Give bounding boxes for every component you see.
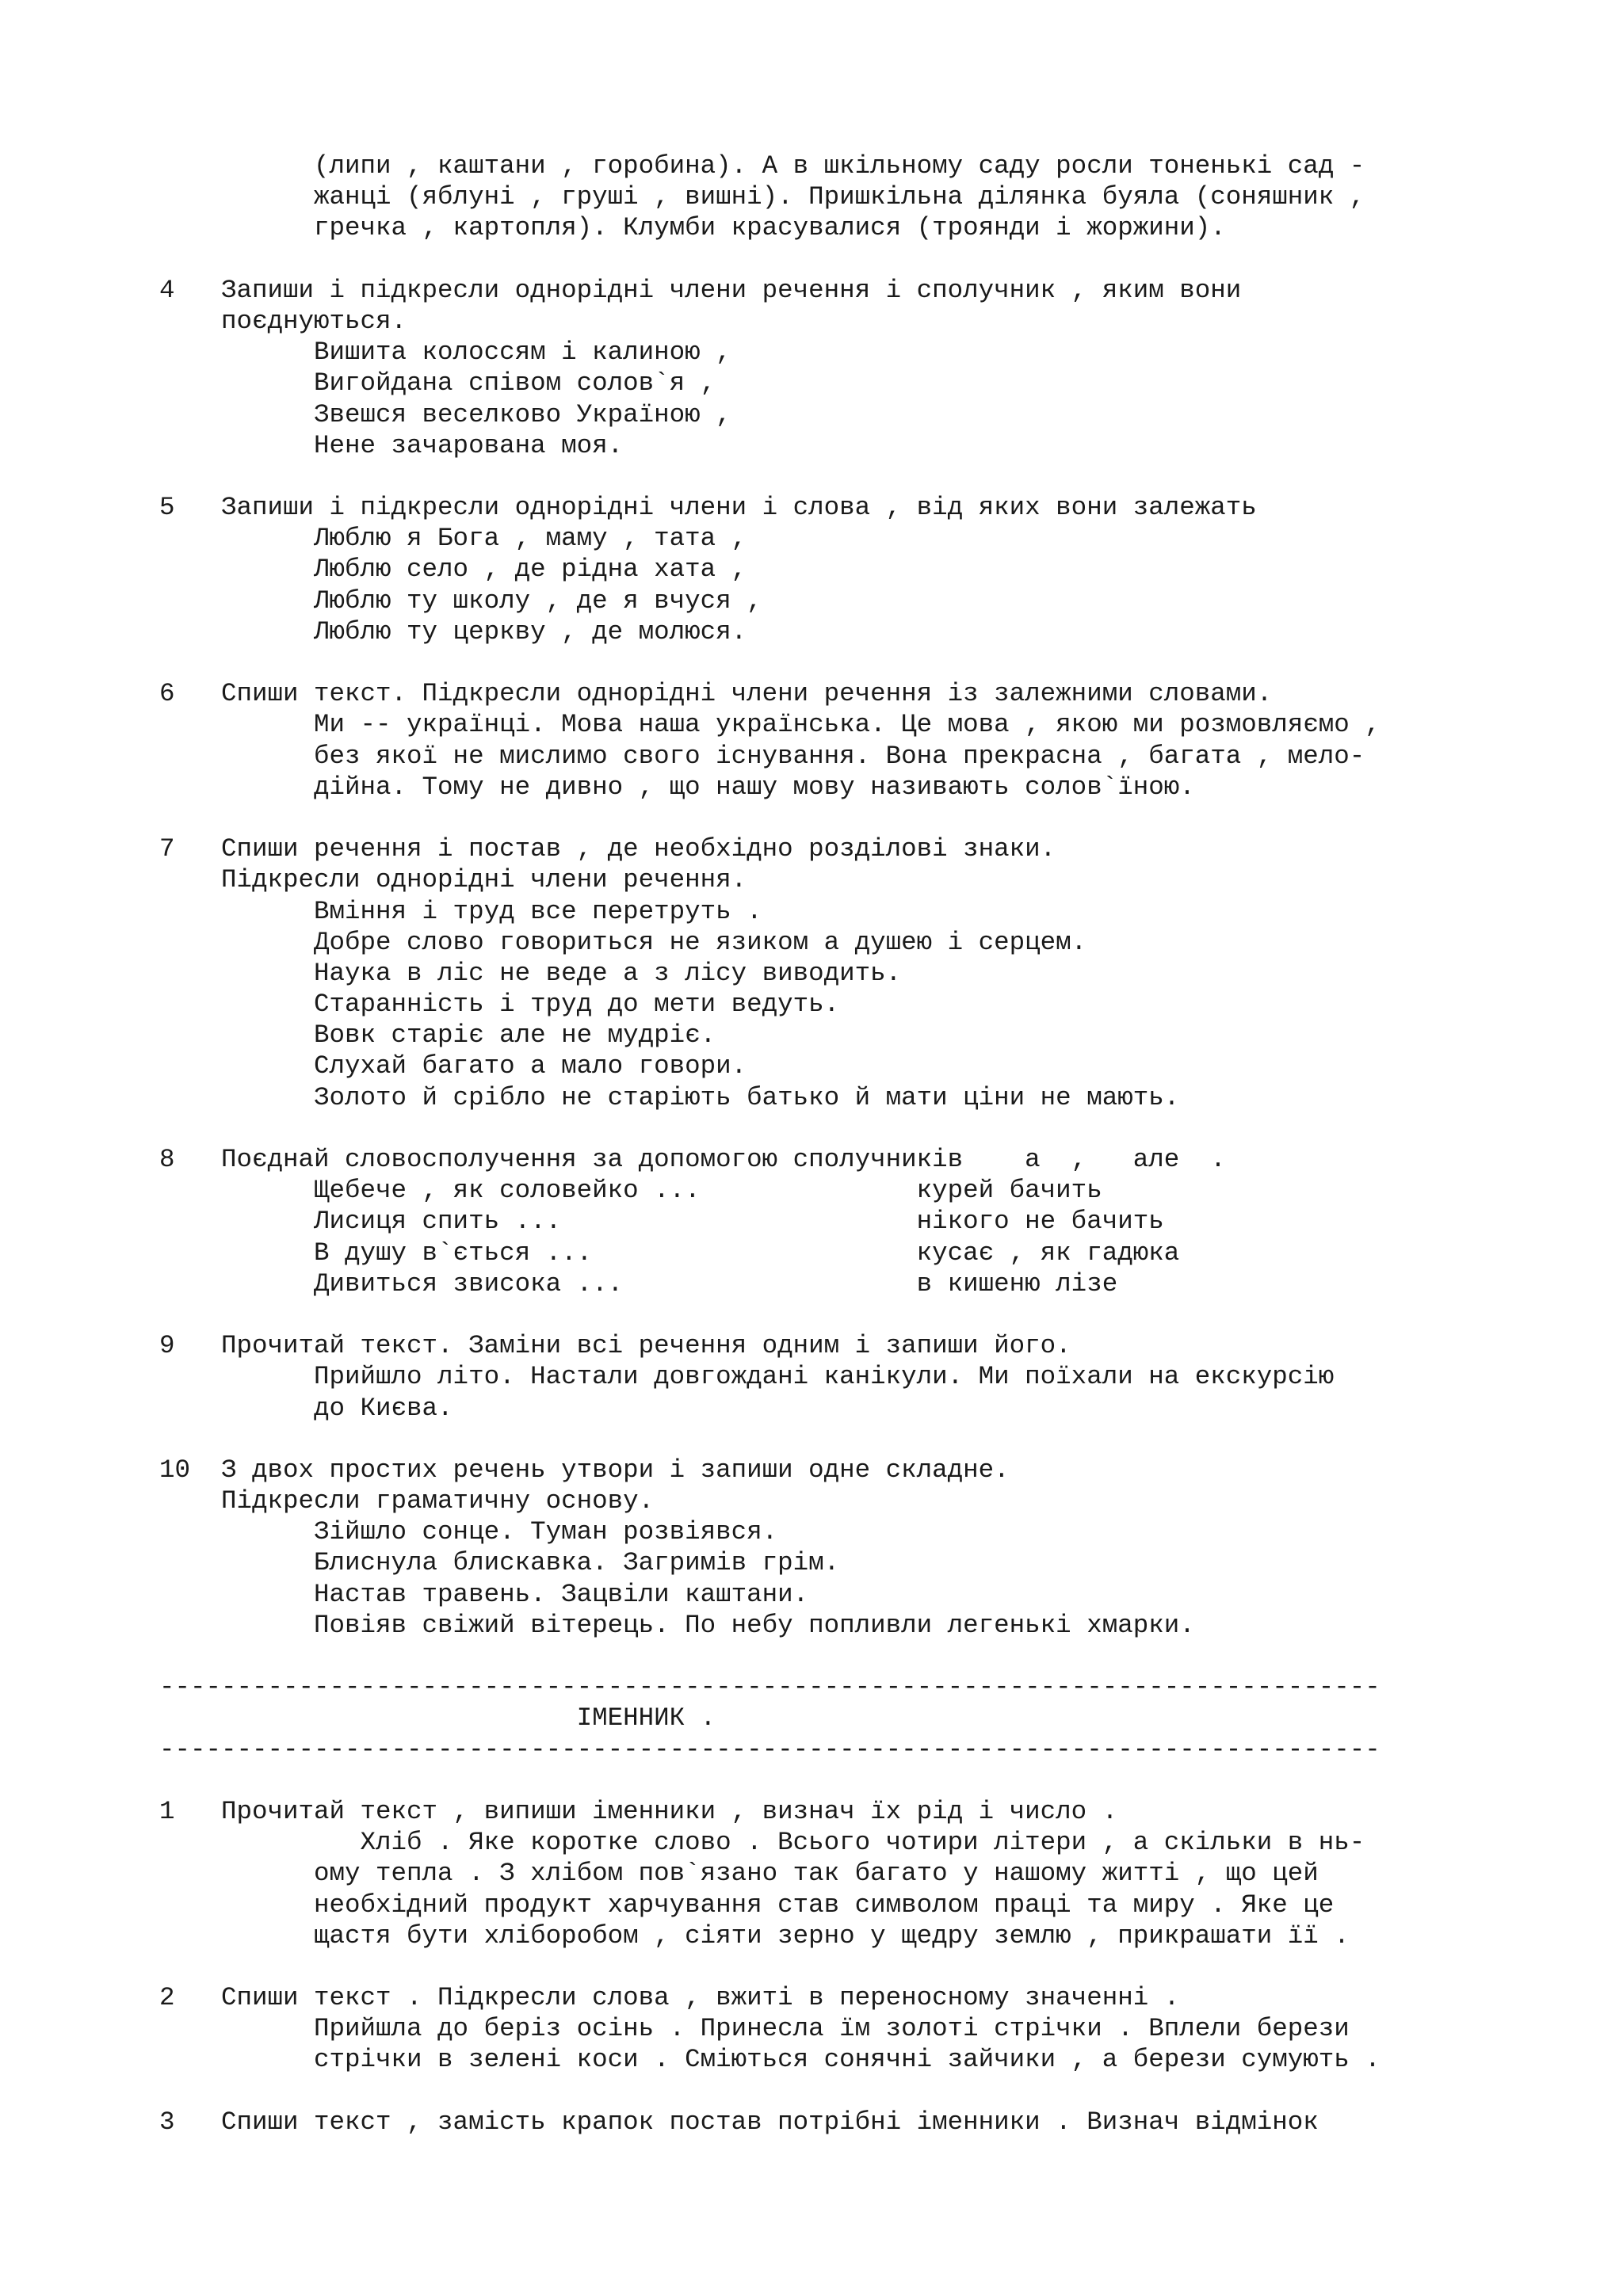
text-line: Наука в ліс не веде а з лісу виводить. [159,958,902,988]
text-line: Лисиця спить ... нікого не бачить [159,1207,1164,1237]
text-line [159,2076,1381,2107]
text-line: Щебече , як соловейко ... курей бачить [159,1176,1102,1206]
text-line: Золото й срібло не старіють батько й мати ціни не мають. [159,1082,1180,1112]
text-line [159,1951,1381,1982]
text-line: Підкресли однорідні члени речення. [159,865,747,895]
text-line: Вишита колоссям і калиною , [159,338,731,368]
text-line: стрічки в зелені коси . Сміються сонячні зайчики , а берези сумують . [159,2045,1381,2075]
text-line [159,244,1381,275]
text-line [159,803,1381,833]
text-line [159,1641,1381,1672]
text-line: Ми -- українці. Мова наша українська. Це мова , якою ми розмовляємо , [159,710,1381,740]
text-line: без якої не мислимо свого існування. Вона прекрасна , багата , мело- [159,741,1365,771]
document-text [159,151,1381,2138]
text-line: Слухай багато а мало говори. [159,1051,747,1081]
text-line: 2 Спиши текст . Підкресли слова , вжиті в переносному значенні . [159,1983,1180,2013]
text-line: ому тепла . З хлібом пов`язано так багато у нашому житті , що цей [159,1859,1319,1889]
text-line: поєднуються. [159,306,407,336]
text-line: 3 Спиши текст , замість крапок постав потрібні іменники . Визнач відмінок [159,2107,1319,2137]
text-line: необхідний продукт харчування став символом праці та миру . Яке це [159,1890,1335,1920]
text-line [159,1424,1381,1455]
text-line: (липи , каштани , горобина). А в шкільному саду росли тоненькі сад - [159,151,1365,181]
text-line: ------------------------------------------------------------------------------- [159,1734,1381,1764]
text-line [159,1765,1381,1796]
text-line: до Києва. [159,1393,453,1423]
text-line: Зійшло сонце. Туман розвіявся. [159,1517,778,1547]
text-line: Блиснула блискавка. Загримів грім. [159,1548,840,1578]
text-line: Вигойдана співом солов`я , [159,368,716,399]
text-line: Люблю я Бога , маму , тата , [159,524,747,554]
text-line: ------------------------------------------------------------------------------- [159,1672,1381,1703]
text-line: 1 Прочитай текст , випиши іменники , визнач їх рід і число . [159,1796,1118,1826]
text-line: Люблю село , де рідна хата , [159,555,747,585]
text-line: Прийшло літо. Настали довгождані канікули. Ми поїхали на екскурсію [159,1362,1335,1392]
text-line: Хліб . Яке коротке слово . Всього чотири літери , а скільки в нь- [159,1828,1365,1858]
text-line: 4 Запиши і підкресли однорідні члени речення і сполучник , яким вони [159,275,1242,305]
text-line: Добре слово говориться не язиком а душею і серцем. [159,927,1087,957]
text-line: Люблю ту школу , де я вчуся , [159,585,762,616]
text-line: Підкресли граматичну основу. [159,1486,655,1516]
text-line [159,1299,1381,1330]
text-line: 6 Спиши текст. Підкресли однорідні члени речення із залежними словами. [159,679,1273,709]
text-line [159,1113,1381,1144]
text-line: Нене зачарована моя. [159,430,624,460]
text-line: Звешся веселково Україною , [159,399,731,429]
text-line: Прийшла до беріз осінь . Принесла їм золоті стрічки . Вплели берези [159,2014,1350,2044]
text-line: жанці (яблуні , груші , вишні). Пришкільна ділянка буяла (соняшник , [159,182,1365,212]
text-line [159,461,1381,492]
text-line: Люблю ту церкву , де молюся. [159,616,747,646]
text-line: 7 Спиши речення і постав , де необхідно розділові знаки. [159,834,1056,864]
text-line: Старанність і труд до мети ведуть. [159,990,840,1020]
text-line: дійна. Тому не дивно , що нашу мову називають солов`їною. [159,772,1195,802]
text-line: В душу в`ється ... кусає , як гадюка [159,1238,1180,1268]
text-line: 10 З двох простих речень утвори і запиши одне складне. [159,1455,1010,1485]
text-line: Настав травень. Зацвіли каштани. [159,1579,809,1609]
text-line: ІМЕННИК . [159,1703,716,1733]
text-line: 8 Поєднай словосполучення за допомогою сполучників а , але . [159,1145,1226,1174]
text-line: щастя бути хліборобом , сіяти зерно у щедру землю , прикрашати її . [159,1920,1350,1951]
text-line: гречка , картопля). Клумби красувалися (троянди і жоржини). [159,213,1226,243]
text-line: Вміння і труд все перетруть . [159,896,762,926]
text-line: Повіяв свіжий вітерець. По небу попливли легенькі хмарки. [159,1610,1195,1640]
text-line [159,647,1381,678]
text-line: Дивиться звисока ... в кишеню лізе [159,1268,1118,1299]
text-line: 9 Прочитай текст. Заміни всі речення одним і запиши його. [159,1331,1071,1361]
text-line: 5 Запиши і підкресли однорідні члени і слова , від яких вони залежать [159,493,1257,523]
text-line: Вовк старіє але не мудріє. [159,1020,716,1051]
